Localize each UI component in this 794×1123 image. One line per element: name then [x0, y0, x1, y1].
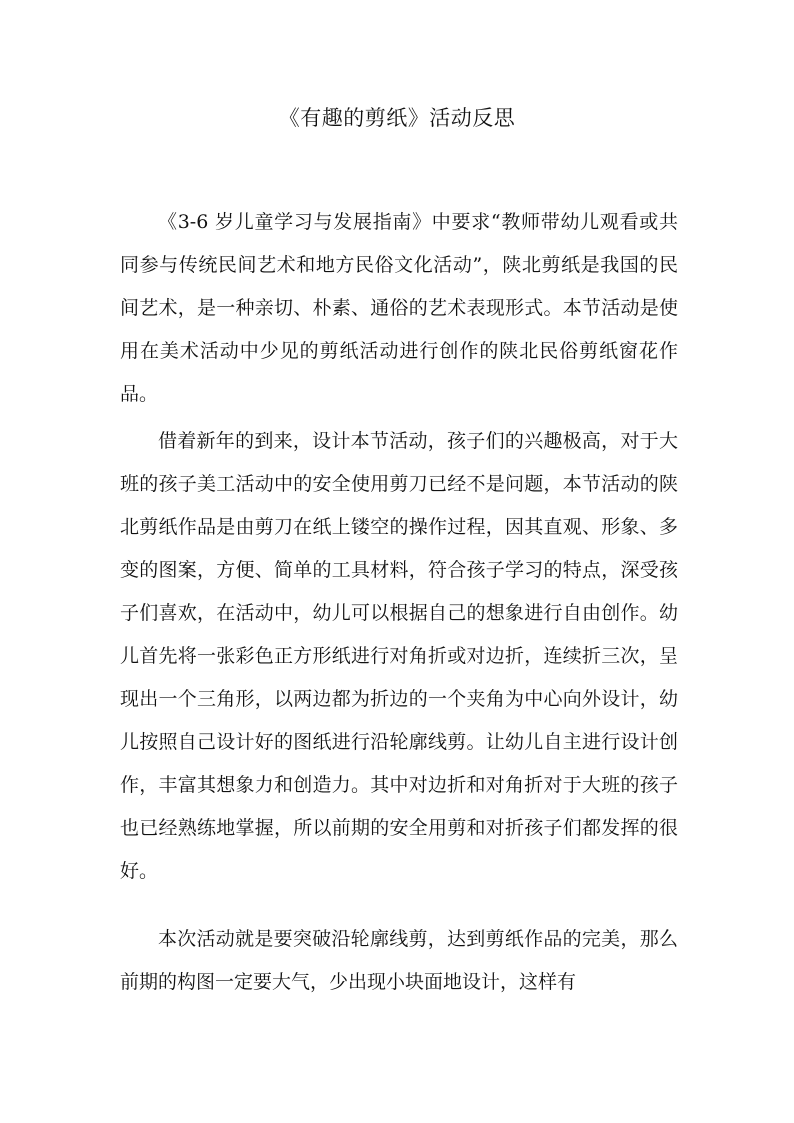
paragraph-2: 借着新年的到来，设计本节活动，孩子们的兴趣极高，对于大班的孩子美工活动中的安全使用剪刀已经不是问题，本节活动的陕北剪纸作品是由剪刀在纸上镂空的操作过程，因其直观、形象、多变的图案，方便、简单的工具材料，符合孩子学习的特点，深受孩子们喜欢，在活动中，幼儿可以根据自己的想象进行自由创作。幼儿首先将一张彩色正方形纸进行对角折或对边折，连续折三次，呈现出一个三角形，以两边都为折边的一个夹角为中心向外设计，幼儿按照自己设计好的图纸进行沿轮廓线剪。让幼儿自主进行设计创作，丰富其想象力和创造力。其中对边折和对角折对于大班的孩子也已经熟练地掌握，所以前期的安全用剪和对折孩子们都发挥的很好。 [120, 430, 678, 882]
document-title: 《有趣的剪纸》活动反思 [278, 106, 516, 130]
paragraph-1: 《3-6 岁儿童学习与发展指南》中要求“教师带幼儿观看或共同参与传统民间艺术和地方民俗文化活动”，陕北剪纸是我国的民间艺术，是一种亲切、朴素、通俗的艺术表现形式。本节活动是使用在美术活动中少见的剪纸活动进行创作的陕北民俗剪纸窗花作品。 [120, 211, 678, 405]
paragraph-3: 本次活动就是要突破沿轮廓线剪，达到剪纸作品的完美，那么前期的构图一定要大气，少出现小块面地设计，这样有 [120, 928, 678, 993]
